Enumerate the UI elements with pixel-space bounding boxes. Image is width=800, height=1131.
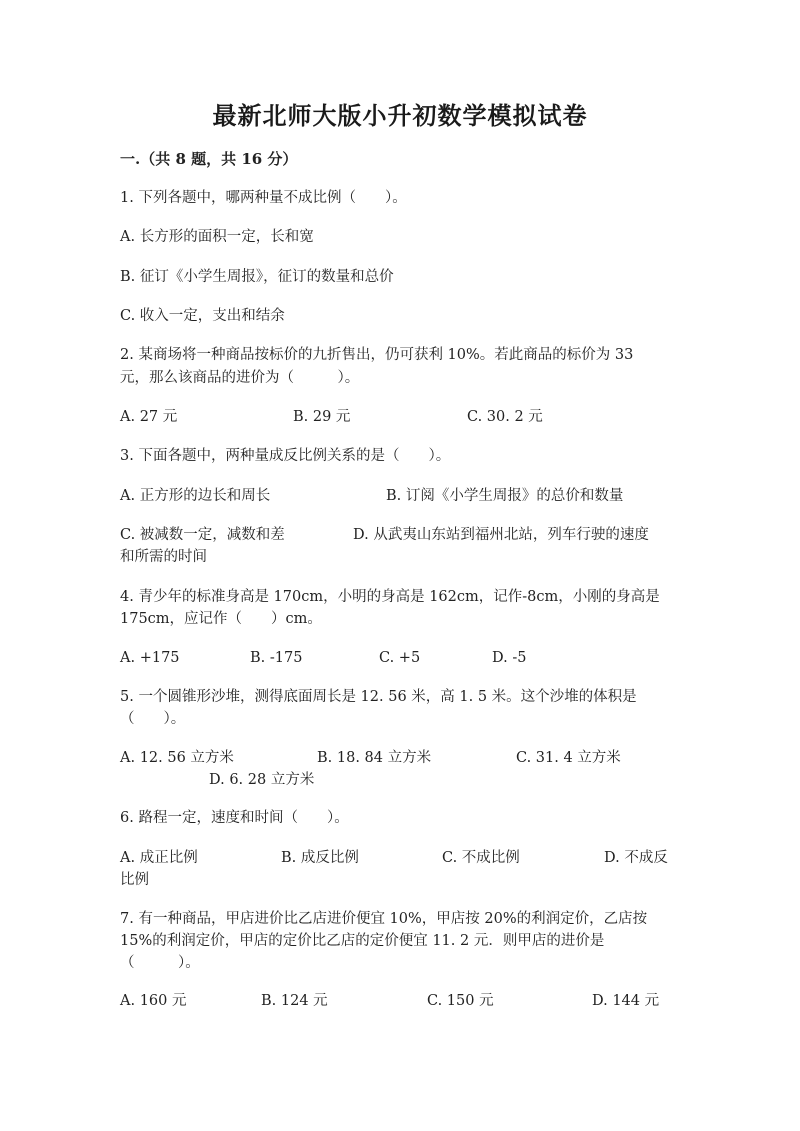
q5-option-c: C. 31. 4 立方米 [516, 750, 621, 766]
q6-option-d-line2: 比例 [120, 872, 149, 888]
q7-option-b: B. 124 元 [261, 993, 328, 1009]
q4-option-b: B. -175 [250, 650, 303, 666]
q3-option-d-line1: D. 从武夷山东站到福州北站，列车行驶的速度 [353, 527, 649, 543]
q4-option-c: C. +5 [379, 650, 421, 666]
page-title: 最新北师大版小升初数学模拟试卷 [212, 101, 588, 130]
q1-option-a: A. 长方形的面积一定，长和宽 [120, 229, 314, 245]
q1-option-c: C. 收入一定，支出和结余 [120, 308, 285, 324]
q7-stem-line1: 7. 有一种商品，甲店进价比乙店进价便宜 10%，甲店按 20%的利润定价，乙店按 [120, 911, 648, 927]
q7-option-d: D. 144 元 [592, 993, 660, 1009]
q3-option-b: B. 订阅《小学生周报》的总价和数量 [386, 488, 624, 504]
q3-option-d-line2: 和所需的时间 [120, 549, 207, 565]
q5-stem-line2: （ ）。 [120, 711, 186, 727]
q6-option-b: B. 成反比例 [281, 850, 359, 866]
q7-option-c: C. 150 元 [427, 993, 494, 1009]
q2-option-a: A. 27 元 [120, 409, 178, 425]
q2-stem-line2: 元，那么该商品的进价为（ ）。 [120, 370, 360, 386]
q2-option-c: C. 30. 2 元 [467, 409, 543, 425]
q3-stem: 3. 下面各题中，两种量成反比例关系的是（ ）。 [120, 448, 451, 464]
q5-option-a: A. 12. 56 立方米 [120, 750, 234, 766]
q7-stem-line3: （ ）。 [120, 955, 200, 971]
q1-option-b: B. 征订《小学生周报》，征订的数量和总价 [120, 269, 394, 285]
q4-stem-line2: 175cm，应记作（ ）cm。 [120, 611, 322, 627]
q5-option-d: D. 6. 28 立方米 [209, 772, 315, 788]
q2-option-b: B. 29 元 [293, 409, 351, 425]
q2-stem-line1: 2. 某商场将一种商品按标价的九折售出，仍可获利 10%。若此商品的标价为 33 [120, 347, 634, 363]
q4-option-a: A. +175 [120, 650, 180, 666]
q7-option-a: A. 160 元 [120, 993, 187, 1009]
q6-option-c: C. 不成比例 [442, 850, 520, 866]
q7-stem-line2: 15%的利润定价，甲店的定价比乙店的定价便宜 11. 2 元．则甲店的进价是 [120, 933, 605, 949]
q6-option-a: A. 成正比例 [120, 850, 198, 866]
q3-option-c: C. 被减数一定，减数和差 [120, 527, 285, 543]
q1-stem: 1. 下列各题中，哪两种量不成比例（ ）。 [120, 190, 407, 206]
q3-option-a: A. 正方形的边长和周长 [120, 488, 271, 504]
section-heading: 一.（共 8 题，共 16 分） [120, 150, 298, 168]
q4-option-d: D. -5 [492, 650, 527, 666]
q6-stem: 6. 路程一定，速度和时间（ ）。 [120, 810, 349, 826]
q4-stem-line1: 4. 青少年的标准身高是 170cm，小明的身高是 162cm，记作-8cm，小刚的身高是 [120, 589, 660, 605]
q5-option-b: B. 18. 84 立方米 [317, 750, 432, 766]
q5-stem-line1: 5. 一个圆锥形沙堆，测得底面周长是 12. 56 米，高 1. 5 米。这个沙堆的体积是 [120, 689, 637, 705]
q6-option-d-line1: D. 不成反 [604, 850, 668, 866]
